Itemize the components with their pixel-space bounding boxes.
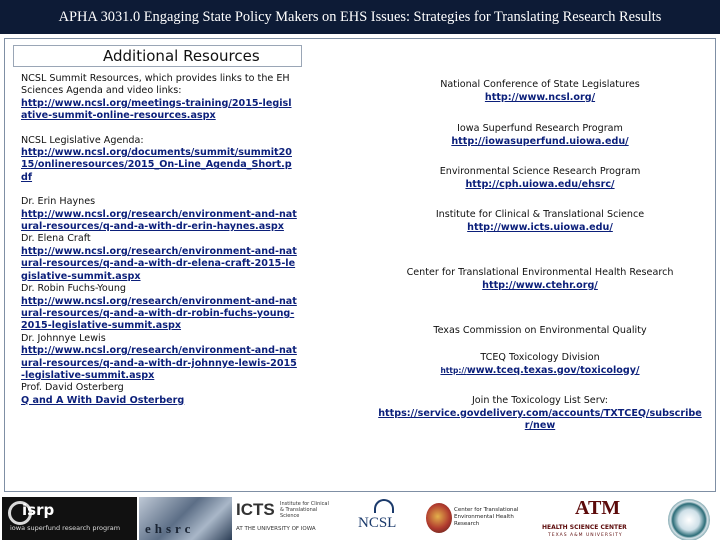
isrp-entry [375, 123, 705, 148]
ehsrc-logo [139, 497, 232, 540]
esrp-name: Environmental Science Research Program [439, 166, 641, 177]
cteh-emblem-icon [426, 503, 452, 533]
ncsl-logo-text: NCSL [358, 515, 397, 531]
listserv-entry [375, 395, 705, 433]
tox-name: TCEQ Toxicology Division [480, 352, 600, 363]
listserv-link[interactable]: https://service.govdelivery.com/accounts/TXTCEQ/subscriber/new [378, 407, 702, 432]
ncsl-link[interactable]: http://www.ncsl.org/ [484, 91, 596, 103]
lewis-link[interactable]: http://www.ncsl.org/research/environment-and-natural-resources/q-and-a-with-dr-johnnye-lewis-2015-legislative-summit.aspx [21, 345, 297, 381]
isrp-logo [2, 497, 137, 540]
icts-logo-side: Institute for Clinical & Translational Science [280, 501, 329, 519]
texas-am-mark: ATM [575, 497, 621, 519]
agenda-description: NCSL Legislative Agenda: [21, 134, 144, 146]
tox-link-prefix: http:// [440, 365, 467, 375]
cteh-logo [424, 497, 536, 540]
summit-link[interactable]: http://www.ncsl.org/meetings-training/2015-legislative-summit-online-resources.aspx [21, 97, 292, 122]
seal-icon [668, 499, 710, 540]
tox-link[interactable] [440, 365, 639, 376]
cteh-entry [375, 267, 705, 292]
icts-logo-mark: ICTS [236, 500, 275, 519]
texas-am-logo [540, 497, 636, 540]
ncsl-name: National Conference of State Legislatures [440, 79, 640, 90]
agenda-link[interactable]: http://www.ncsl.org/documents/summit/summit2015/onlineresources/2015_On-Line_Agenda_Short.pdf [21, 147, 292, 183]
tceq-entry [375, 325, 705, 338]
isrp-logo-mark: isrp [22, 501, 55, 519]
esrp-link[interactable]: http://cph.uiowa.edu/ehsrc/ [465, 178, 615, 190]
icts-entry [375, 209, 705, 234]
slide-header [0, 0, 720, 34]
summit-description: NCSL Summit Resources, which provides links to the EH Sciences Agenda and video links: [21, 73, 290, 97]
esrp-entry [375, 166, 705, 191]
isrp-name: Iowa Superfund Research Program [457, 123, 623, 134]
tceq-name: Texas Commission on Environmental Quality [433, 325, 647, 336]
craft-link[interactable]: http://www.ncsl.org/research/environment-and-natural-resources/q-and-a-with-dr-elena-craft-2015-legislative-summit.aspx [21, 245, 297, 282]
osterberg-name: Prof. David Osterberg [21, 382, 124, 394]
haynes-name: Dr. Erin Haynes [21, 196, 96, 208]
texas-am-text2: TEXAS A&M UNIVERSITY [548, 533, 623, 538]
tox-entry [375, 352, 705, 377]
partner-logo-bar [0, 495, 720, 540]
ncsl-logo [356, 497, 412, 540]
texas-am-text1: HEALTH SCIENCE CENTER [542, 524, 627, 531]
ehsrc-logo-text: ehsrc [145, 521, 195, 536]
fuchs-name: Dr. Robin Fuchs-Young [21, 283, 126, 295]
craft-name: Dr. Elena Craft [21, 233, 91, 245]
fuchs-link[interactable]: http://www.ncsl.org/research/environment-and-natural-resources/q-and-a-with-dr-robin-fuchs-young-2015-legislative-summit.aspx [21, 295, 297, 332]
icts-name: Institute for Clinical & Translational Science [435, 209, 645, 220]
icts-link[interactable]: http://www.icts.uiowa.edu/ [467, 221, 613, 233]
ncsl-entry [375, 79, 705, 104]
listserv-name: Join the Toxicology List Serv: [471, 395, 609, 406]
icts-logo-sub: AT THE UNIVERSITY OF IOWA [236, 526, 316, 532]
tox-link-path: www.tceq.texas.gov/toxicology/ [466, 364, 640, 376]
left-resources-column [21, 73, 297, 407]
haynes-link[interactable]: http://www.ncsl.org/research/environment-and-natural-resources/q-and-a-with-dr-erin-haynes.aspx [21, 208, 297, 233]
osterberg-link[interactable]: Q and A With David Osterberg [21, 394, 185, 406]
slide-title: APHA 3031.0 Engaging State Policy Makers on EHS Issues: Strategies for Translating Research Results [58, 8, 662, 25]
section-title: Additional Resources [103, 47, 260, 65]
capitol-dome-icon [374, 499, 394, 513]
cteh-logo-text: Center for Translational Environmental Health Research [454, 507, 519, 527]
lewis-name: Dr. Johnnye Lewis [21, 332, 106, 344]
icts-logo [234, 497, 334, 540]
tceq-seal-logo [662, 497, 718, 540]
cteh-name: Center for Translational Environmental Health Research [406, 267, 674, 278]
isrp-link[interactable]: http://iowasuperfund.uiowa.edu/ [451, 135, 629, 147]
cteh-link[interactable]: http://www.ctehr.org/ [482, 279, 598, 291]
content-panel [4, 38, 716, 492]
isrp-logo-text: iowa superfund research program [10, 524, 121, 532]
